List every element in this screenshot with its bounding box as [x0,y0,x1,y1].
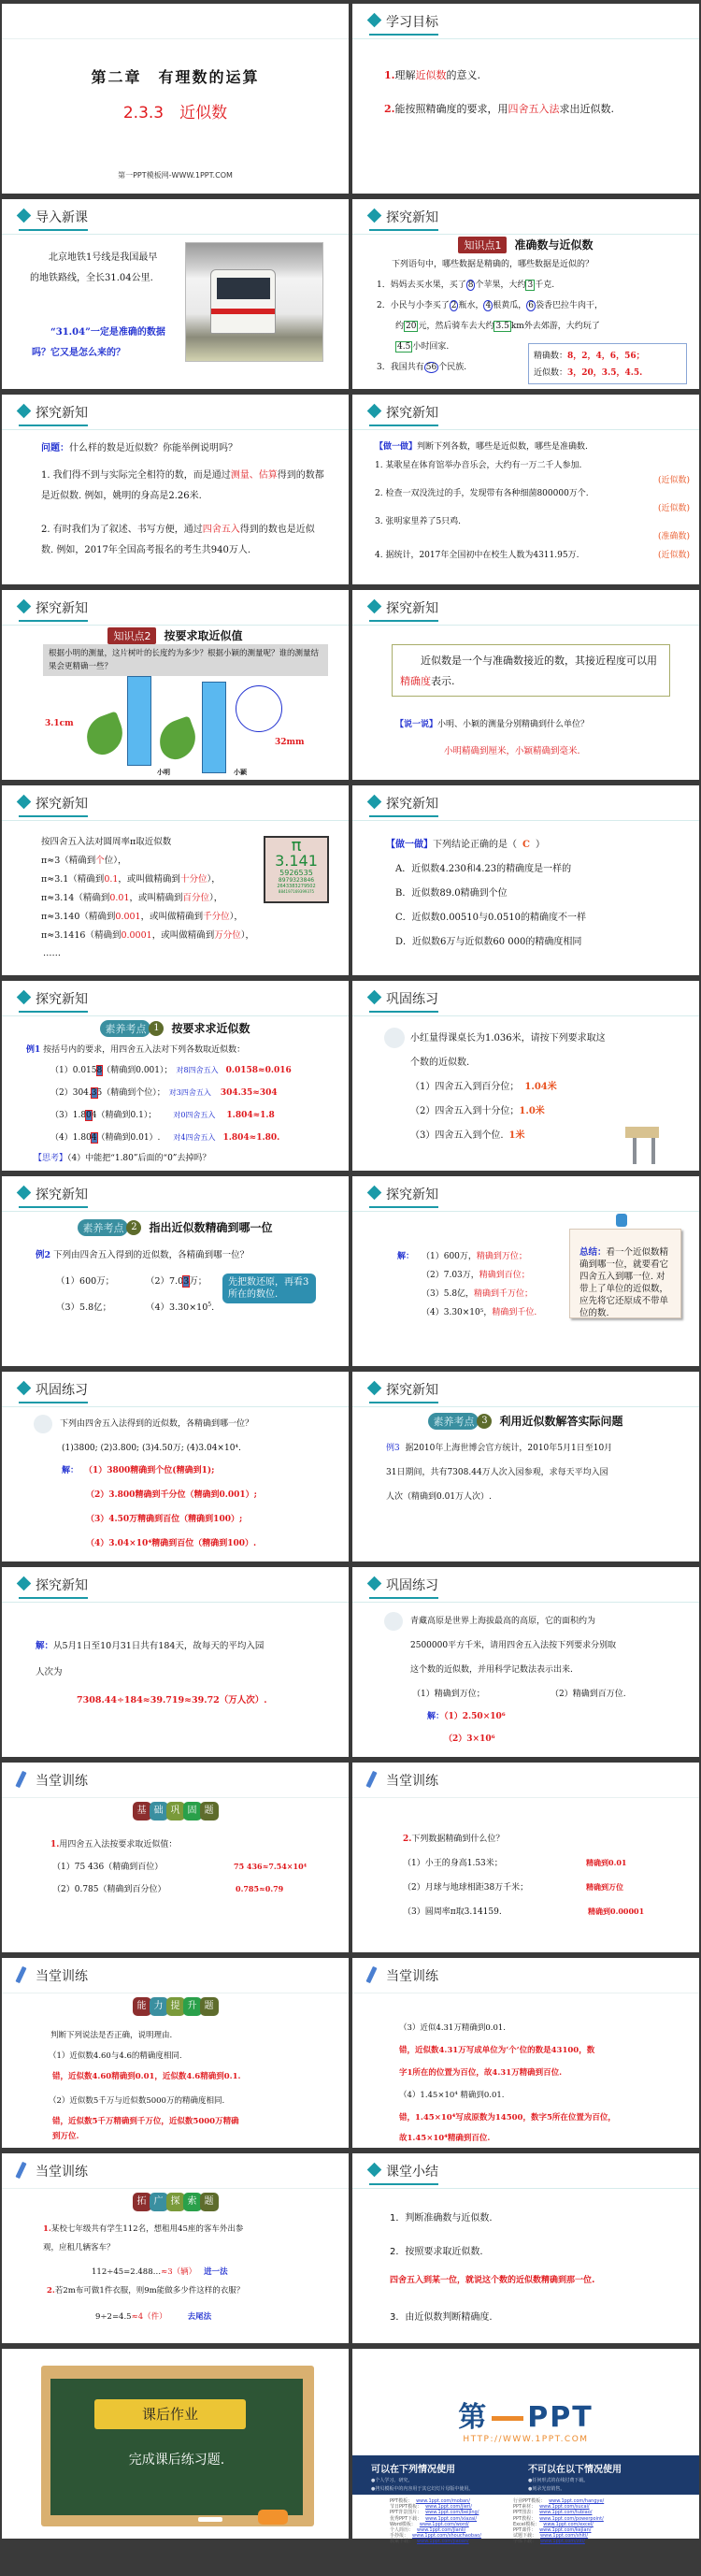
slide-header-bar [2,4,349,39]
solution-calc: 7308.44÷184≈39.719≈39.72（万人次）. [77,1695,267,1705]
example-item-2: （2）7.03万； [146,1276,207,1287]
statement-2-end: 4.5 小时回家. [397,342,450,352]
statement-1: 1．妈妈去买水果，买了 8 个苹果，大约 3 千克. [377,281,555,290]
diamond-icon [17,209,32,223]
link[interactable]: www.1ppt.com/word/ [419,2521,469,2527]
training-answer: 75 436≈7.54×10⁴ [234,1862,308,1871]
knowledge-point-title: 准确数与近似数 [514,238,594,252]
diamond-icon [17,795,32,810]
slide-ad[interactable] [352,2349,699,2545]
summary-note: 总结：看一个近似数精确到哪一位，就要看它四舍五入到哪一位. 对带上了单位的近似数，应先将它还原成不带单位的数. [569,1229,681,1318]
diamond-icon [367,209,382,223]
definition-box: 近似数是一个与准确数接近的数，其接近程度可以用精确度表示. [392,644,670,697]
literacy-badge: 素养考点 3 [428,1413,492,1430]
header-title: 学习目标 [386,15,438,30]
practice-line: 2500000平方千米，请用四舍五入法按下列要求分别取 [410,1641,617,1650]
slide-example-2[interactable] [2,1176,349,1366]
header-title: 探究新知 [36,1187,88,1202]
statement-2-cont: 约 20 元，然后骑车去大约 3.5 km外去郊游，大约玩了 [395,322,600,331]
example-line: 人次（精确到0.01万人次）. [386,1492,492,1502]
header-title: 巩固练习 [386,1578,438,1593]
item-answer: (近似数) [657,476,690,485]
slide-learning-goals[interactable] [352,4,699,194]
slide-kp1[interactable] [352,199,699,389]
example-item-1: （1）600万； [56,1276,115,1287]
say-prompt: 【说一说】小明、小颖的测量分别精确到什么单位？ [395,720,590,729]
goal-item: 2.能按照精确度的要求，用四舍五入法求出近似数. [384,103,614,115]
header-title: 当堂训练 [36,1774,88,1789]
goal-item: 1.理解近似数的意义. [384,69,480,81]
header-title: 探究新知 [386,797,438,812]
ruler-pencil-icon [34,1415,52,1433]
training-item: （2）近似数5千万与近似数5000万的精确度相同. [49,2096,225,2106]
say-answer: 小明精确到厘米，小颖精确到毫米. [444,746,580,756]
slide-practice-2[interactable] [2,1372,349,1561]
training-answer: 精确到0.00001 [588,1907,645,1916]
training-question: 2.若2m布可做1件衣服，则9m能做多少件这样的衣服？ [47,2286,245,2295]
practice-line: 青藏高原是世界上海拔最高的高原，它的面积约为 [410,1617,596,1626]
solution-line: 解：从5月1日至10月31日共有184天，故每天的平均入园 [36,1641,265,1651]
ruler-left [127,676,151,766]
slide-practice-1[interactable] [352,981,699,1171]
header-title: 探究新知 [36,601,88,616]
practice-question: 下列由四舍五入法得到的近似数，各精确到哪一位？ [60,1419,254,1429]
slide-training-2[interactable] [352,1763,699,1952]
diamond-icon [367,1576,382,1591]
item-answer: (近似数) [657,551,690,560]
slide-do-it-2[interactable] [352,785,699,975]
magnifier-circle [236,685,282,732]
pencil-icon [15,2162,26,2179]
summary-highlight: 四舍五入到某一位，就说这个数的近似数精确到那一位. [390,2276,595,2285]
eraser-icon [258,2510,288,2525]
label-ming: 小明 [157,768,170,776]
header-title: 课堂小结 [386,2165,438,2180]
badge-title: 按要求求近似数 [171,1022,250,1035]
header-title: 当堂训练 [36,1969,88,1984]
header-title: 探究新知 [386,1383,438,1398]
pi-line: π≈3.1（精确到0.1，或叫做精确到十分位）， [41,874,221,885]
ruler-pencil-icon [384,1612,403,1631]
solution-line: （2）3×10⁶ [444,1734,495,1744]
knowledge-point-tag: 知识点1 [458,237,507,253]
summary-point: 1．判断准确数与近似数. [390,2213,493,2223]
measure-right: 32mm [275,738,305,747]
link[interactable]: www.1ppt.com/ziti/ [540,2539,585,2545]
training-answer: 精确到0.01 [586,1858,627,1867]
practice-question-cont: 个数的近似数. [410,1058,470,1068]
diamond-icon [17,1186,32,1201]
desk-leg [651,1138,655,1164]
solution-line: （2）3.800精确到千分位（精确到0.001）; [86,1490,257,1500]
slide-example-3[interactable] [352,1372,699,1561]
example-intro: 例2 下列由四舍五入得到的近似数，各精确到哪一位？ [36,1250,250,1260]
diamond-icon [17,990,32,1005]
practice-line: 这个数的近似数，并用科学记数法表示出来. [410,1665,573,1675]
solution-line: （4）3.04×10⁴精确到百位（精确到100）. [86,1539,257,1548]
training-question: 1.某校七年级共有学生112名，想租用45座的客车外出参 [43,2224,244,2234]
diamond-icon [17,404,32,419]
binder-clip-icon [616,1214,627,1227]
knowledge-point-title: 按要求取近似值 [164,629,243,642]
section-title: 2.3.3 近似数 [122,104,228,122]
mc-option-a[interactable]: A．近似数4.230和4.23的精确度是一样的 [395,864,572,874]
chapter-title: 第二章 有理数的运算 [91,68,260,86]
hex-banner: 能 力 提 升 题 [2,1997,349,2016]
training-question-cont: 观，应租几辆客车？ [43,2243,115,2252]
desk-leg [633,1138,637,1164]
link[interactable]: www.1ppt.com/beijing/ [425,2510,479,2516]
training-answer-cont: 字1所在的位置为百位，故4.31万精确到百位. [399,2068,563,2078]
item-answer: (准确数) [657,532,690,541]
link[interactable]: www.1ppt.com/shouchaobao/ [412,2533,481,2540]
link[interactable]: www.1ppt.com/jiaoan/ [417,2539,469,2545]
solution-row: （4）3.30×10⁵，精确到千位. [422,1308,537,1317]
link[interactable]: www.1ppt.com/jianli/ [417,2527,466,2534]
ruler-pencil-icon [384,1028,405,1048]
solution-label: 解： [62,1466,79,1475]
diamond-icon [367,1186,382,1201]
training-item: （1）近似数4.60与4.6的精确度相同. [49,2051,182,2061]
chalk-icon [198,2517,222,2522]
diamond-icon [17,1576,32,1591]
header-title: 探究新知 [386,210,438,225]
badge-title: 指出近似数精确到哪一位 [149,1221,273,1234]
ginkgo-leaf [80,711,128,758]
slide-training-4[interactable] [352,1958,699,2148]
example-row: （4）1.804（精确到0.01）. 对4四舍五入 1.804≈1.80. [50,1133,280,1143]
usage-band: 可以在下列情况使用 ●个人学习、研究。 ●拷贝模板中的内容用于其它幻灯片母版中使用。 不可以在以下情况使用 ●任何形式的在线付费下载。 ●刻录光盘销售。 [352,2455,699,2495]
header-title: 探究新知 [36,406,88,421]
slide-title[interactable] [2,4,349,194]
intro-text: 北京地铁1号线是我国最早的地铁路线，全长31.04公里. [30,252,158,283]
header-title: 巩固练习 [386,992,438,1007]
blackboard [41,2366,314,2526]
header-title: 当堂训练 [36,2165,88,2180]
ellipsis: …… [43,948,61,958]
diamond-icon [17,1381,32,1396]
ginkgo-leaf [153,715,201,763]
item-text: 1. 某歌星在体育馆举办音乐会，大约有一万二千人参加. [375,461,582,470]
links-left: PPT模板： www.1ppt.com/moban/ 节日PPT模板： www.1ppt.com/jieri/ PPT背景图片： www.1ppt.com/beijing/ 优秀PPT下载： www.1ppt.com/xiazai/ Word模板： www.1ppt.com/word/ 个人简历： www.1ppt.com/jianli/ 手抄报： www.1ppt.com/shouchaobao/ 教案下载： www.1ppt.com/jiaoan/ [390,2498,481,2545]
paragraph-2: 2. 有时我们为了叙述、书写方便，通过四舍五入得到的数也是近似数. 例如，2017年全国高考报名的考生共940万人. [41,525,315,555]
question-line: 问题：什么样的数是近似数？你能举例说明吗？ [41,443,237,453]
link[interactable]: www.1ppt.com/sucai/ [539,2504,590,2511]
slide-example-2-solution[interactable] [352,1176,699,1366]
question-text: 下列语句中，哪些数据是精确的，哪些数据是近似的？ [392,260,594,269]
solution-row: （2）7.03万，精确到百位； [422,1271,530,1280]
hint-callout: 先把数还原，再看3所在的数位. [222,1274,316,1303]
diamond-icon [367,990,382,1005]
diamond-icon [367,1381,382,1396]
link[interactable]: www.1ppt.com/shiti/ [540,2533,589,2540]
header-title: 探究新知 [36,797,88,812]
ruler-right [202,682,226,773]
slide-intro[interactable] [2,199,349,389]
slide-pi-approx[interactable] [2,785,349,975]
example-item-4: $(4)3.30\times 10^5$. [146,1301,215,1313]
link[interactable]: www.1ppt.com/tubiao/ [539,2510,593,2516]
slide-definition[interactable] [352,590,699,780]
footer-watermark: 第一PPT模板网-WWW.1PPT.COM [118,171,233,180]
task-intro: 【做一做】判断下列各数，哪些是近似数，哪些是准确数. [375,442,588,452]
slide-homework[interactable] [2,2349,349,2539]
measure-left: 3.1cm [45,719,74,728]
solution-row: （3）5.8亿，精确到千万位； [422,1289,534,1299]
training-question: 1.用四舍五入法按要求取近似值： [50,1840,178,1849]
example-row: （3）1.804（精确到0.1）； 对0四舍五入 1.804≈1.8 [50,1111,275,1120]
training-question: 2.下列数据精确到什么位？ [403,1835,505,1844]
link[interactable]: www.1ppt.com/jieri/ [425,2504,472,2511]
training-item: （2）0.785（精确到百分位） [52,1885,166,1894]
training-item: （1）75 436（精确到百位） [52,1863,164,1872]
diamond-icon [367,2163,382,2178]
solution-row: （1）600万，精确到万位； [422,1252,527,1261]
example-line: 31日期间，共有7308.44万人次入园参观，求每天平均入园 [386,1468,608,1477]
practice-question: 小红量得课桌长为1.036米，请按下列要求取这 [410,1033,606,1043]
practice-sub-q: （1）精确到万位； [412,1690,485,1699]
pencil-icon [365,1771,377,1788]
slide-training-3[interactable] [2,1958,349,2148]
item-text: 4. 据统计，2017年全国初中在校生人数为4311.95万. [375,551,579,560]
training-calc: 9÷2=4.5≈4（件） 去尾法 [95,2312,212,2322]
slide-kp2[interactable] [2,590,349,780]
brand-logo: 第 PPT [458,2401,594,2434]
literacy-badge: 素养考点 2 [78,1219,141,1236]
example-row: （2）304.35（精确到个位）； 对3四舍五入 304.35≈304 [50,1088,278,1098]
links-right: 行业PPT模板： www.1ppt.com/hangye/ PPT素材： www.1ppt.com/sucai/ PPT图表： www.1ppt.com/tubiao/ PPT教程： www.1ppt.com/powerpoint/ Excel模板： www.1ppt.com/excel/ PPT课件： www.1ppt.com/kejian/ 试题下载： www.1ppt.com/shiti/ 字体下载： www.1ppt.com/ziti/ [513,2498,605,2545]
answer-box: 精确数：8，2，4，6，56； 近似数：3，20，3.5，4.5. [528,343,687,384]
training-answer: 错，近似数4.60精确到0.01，近似数4.6精确到0.1. [52,2072,241,2081]
training-answer: 错，近似数5千万精确到千万位，近似数5000万精确 [52,2117,239,2126]
desk-image [625,1127,659,1138]
paragraph-1: 1. 我们得不到与实际完全相符的数，而是通过测量、估算得到的数都是近似数. 例如，姚明的身高是2.26米. [41,470,324,501]
mc-question: 【做一做】下列结论正确的是（ C ） [386,840,545,850]
pi-line: π≈3.140（精确到0.001，或叫做精确到千分位）， [41,912,243,922]
hex-banner: 拓 广 探 索 题 [2,2193,349,2211]
slide-training-5[interactable] [2,2153,349,2343]
subway-train-photo [185,242,323,362]
label-ying: 小颖 [234,768,247,776]
mc-option-c[interactable]: C．近似数0.00510与0.0510的精确度不一样 [395,913,586,923]
training-item: （3）近似4.31万精确到0.01. [399,2023,506,2033]
practice-item: （3）四舍五入到个位. 1米 [410,1130,525,1141]
statement-3: 3．我国共有 56 个民族. [377,363,467,372]
link[interactable]: www.1ppt.com/hangye/ [549,2498,605,2504]
practice-item: （2）四舍五入到十分位；1.0米 [410,1106,545,1116]
header-title: 当堂训练 [386,1969,438,1984]
header-title: 探究新知 [36,1578,88,1593]
diamond-icon [17,599,32,614]
training-answer: 错，近似数4.31万写成单位为‘个’位的数是43100，数 [399,2046,595,2055]
header-title: 巩固练习 [36,1383,88,1398]
slide-summary[interactable] [352,2153,699,2343]
training-answer-cont: 到万位. [52,2132,79,2141]
training-answer-cont: 故1.45×10⁴精确到百位. [399,2134,491,2143]
item-text: 2. 检查一双没洗过的手，发现带有各种细菌800000万个. [375,489,589,498]
literacy-badge: 素养考点 1 [100,1020,164,1037]
homework-text: 完成课后练习题. [128,2453,225,2468]
training-calc: 112÷45=2.488…≈3（辆） 进一法 [92,2267,228,2277]
practice-item: （1）四舍五入到百分位； 1.04米 [410,1082,557,1092]
badge-title: 利用近似数解答实际问题 [499,1415,623,1428]
header-title: 当堂训练 [386,1774,438,1789]
brand-url[interactable]: HTTP://WWW.1PPT.COM [463,2435,589,2444]
link[interactable]: www.1ppt.com/excel/ [543,2521,594,2527]
training-answer: 错，1.45×10⁴写成原数为14500，数字5所在位置为百位， [399,2113,616,2123]
pi-line: π≈3.1416（精确到0.0001，或叫做精确到万分位）， [41,930,254,941]
diamond-icon [367,795,382,810]
slide-practice-3[interactable] [352,1567,699,1757]
hex-banner: 基 础 巩 固 题 [2,1802,349,1820]
solution-line: 人次为 [36,1667,63,1677]
knowledge-point-tag: 知识点2 [107,627,156,644]
example-row: （1）0.0158（精确到0.001）； 对8四舍五入 0.0158≈0.016 [50,1066,292,1075]
example-line: 例3 据2010年上海世博会官方统计，2010年5月1日至10月 [386,1444,613,1453]
training-item: （4）1.45×10⁴ 精确到0.01. [399,2091,505,2100]
slide-header [352,4,699,39]
mc-option-b[interactable]: B．近似数89.0精确到个位 [395,888,508,899]
think-prompt: 【思考】（4）中能把“1.80”后面的“0”去掉吗？ [34,1154,211,1163]
summary-point: 2．按照要求取近似数. [390,2247,483,2257]
slide-training-1[interactable] [2,1763,349,1952]
diamond-icon [367,404,382,419]
solution-line: （1）3800精确到个位(精确到1); [84,1466,215,1475]
example-intro: 例1 按括号内的要求，用四舍五入法对下列各数取近似数： [26,1045,246,1055]
training-item: （3）圆周率π取3.14159. [403,1907,502,1917]
training-answer: 0.785≈0.79 [236,1884,284,1893]
slide-what-is-approx[interactable] [2,395,349,584]
slide-do-it-1[interactable] [352,395,699,584]
slide-example-3-solution[interactable] [2,1567,349,1757]
summary-point: 3．由近似数判断精确度. [390,2312,493,2323]
header-title: 探究新知 [386,406,438,421]
link[interactable]: www.1ppt.com/kejian/ [539,2527,592,2534]
pi-intro: 按四舍五入法对圆周率π取近似数 [41,837,172,847]
mc-answer: C [522,840,530,850]
header-title: 探究新知 [386,1187,438,1202]
question-box: 根据小明的测量，这片树叶的长度约为多少？根据小颖的测量呢？谁的测量结果会更精确一些？ [43,644,328,676]
solution-line: 解：（1）2.50×10⁶ [427,1712,506,1721]
pi-line: π≈3.14（精确到0.01，或叫精确到百分位）， [41,893,223,903]
diamond-icon [367,599,382,614]
diamond-icon [367,13,382,28]
pencil-icon [15,1966,26,1983]
pencil-icon [15,1771,26,1788]
header-title: 导入新课 [36,210,88,225]
training-item: （2）月球与地球相距38万千米； [403,1883,529,1892]
link[interactable]: www.1ppt.com/powerpoint/ [539,2515,604,2522]
homework-tag: 课后作业 [94,2399,246,2429]
pencil-icon [365,1966,377,1983]
training-answer: 精确到万位 [586,1882,623,1892]
link[interactable]: www.1ppt.com/xiazai/ [425,2515,478,2522]
training-item: （1）小王的身高1.53米； [403,1859,503,1868]
solution-line: （3）4.50万精确到百位（精确到100）; [86,1515,243,1524]
item-answer: (近似数) [657,504,690,513]
practice-sub-q: （2）精确到百万位. [551,1690,626,1699]
example-item-3: （3）5.8亿； [56,1302,112,1313]
link[interactable]: www.1ppt.com/moban/ [416,2498,470,2504]
header-title: 探究新知 [386,601,438,616]
training-intro: 判断下列说法是否正确，说明理由. [50,2031,173,2040]
solution-label: 解： [397,1252,415,1261]
pi-digits-image: π 3.141 5926535 8979323846 2643383279502 884197169399375 [264,836,329,903]
item-text: 3. 张明家里养了5只鸡. [375,517,462,526]
mc-option-d[interactable]: D．近似数6万与近似数60 000的精确度相同 [395,937,582,947]
statement-2: 2．小民与小李买了 2 瓶水， 4 根黄瓜， 6 袋香巴拉牛肉干， [377,301,603,310]
pi-line: π≈3（精确到个位）， [41,856,127,866]
slide-example-1[interactable] [2,981,349,1171]
practice-items: (1)3800; (2)3.800; (3)4.50万; (4)3.04×10⁴. [62,1444,241,1453]
intro-question: “31.04”一定是准确的数据吗？它又是怎么来的？ [32,327,165,358]
header-title: 探究新知 [36,992,88,1007]
